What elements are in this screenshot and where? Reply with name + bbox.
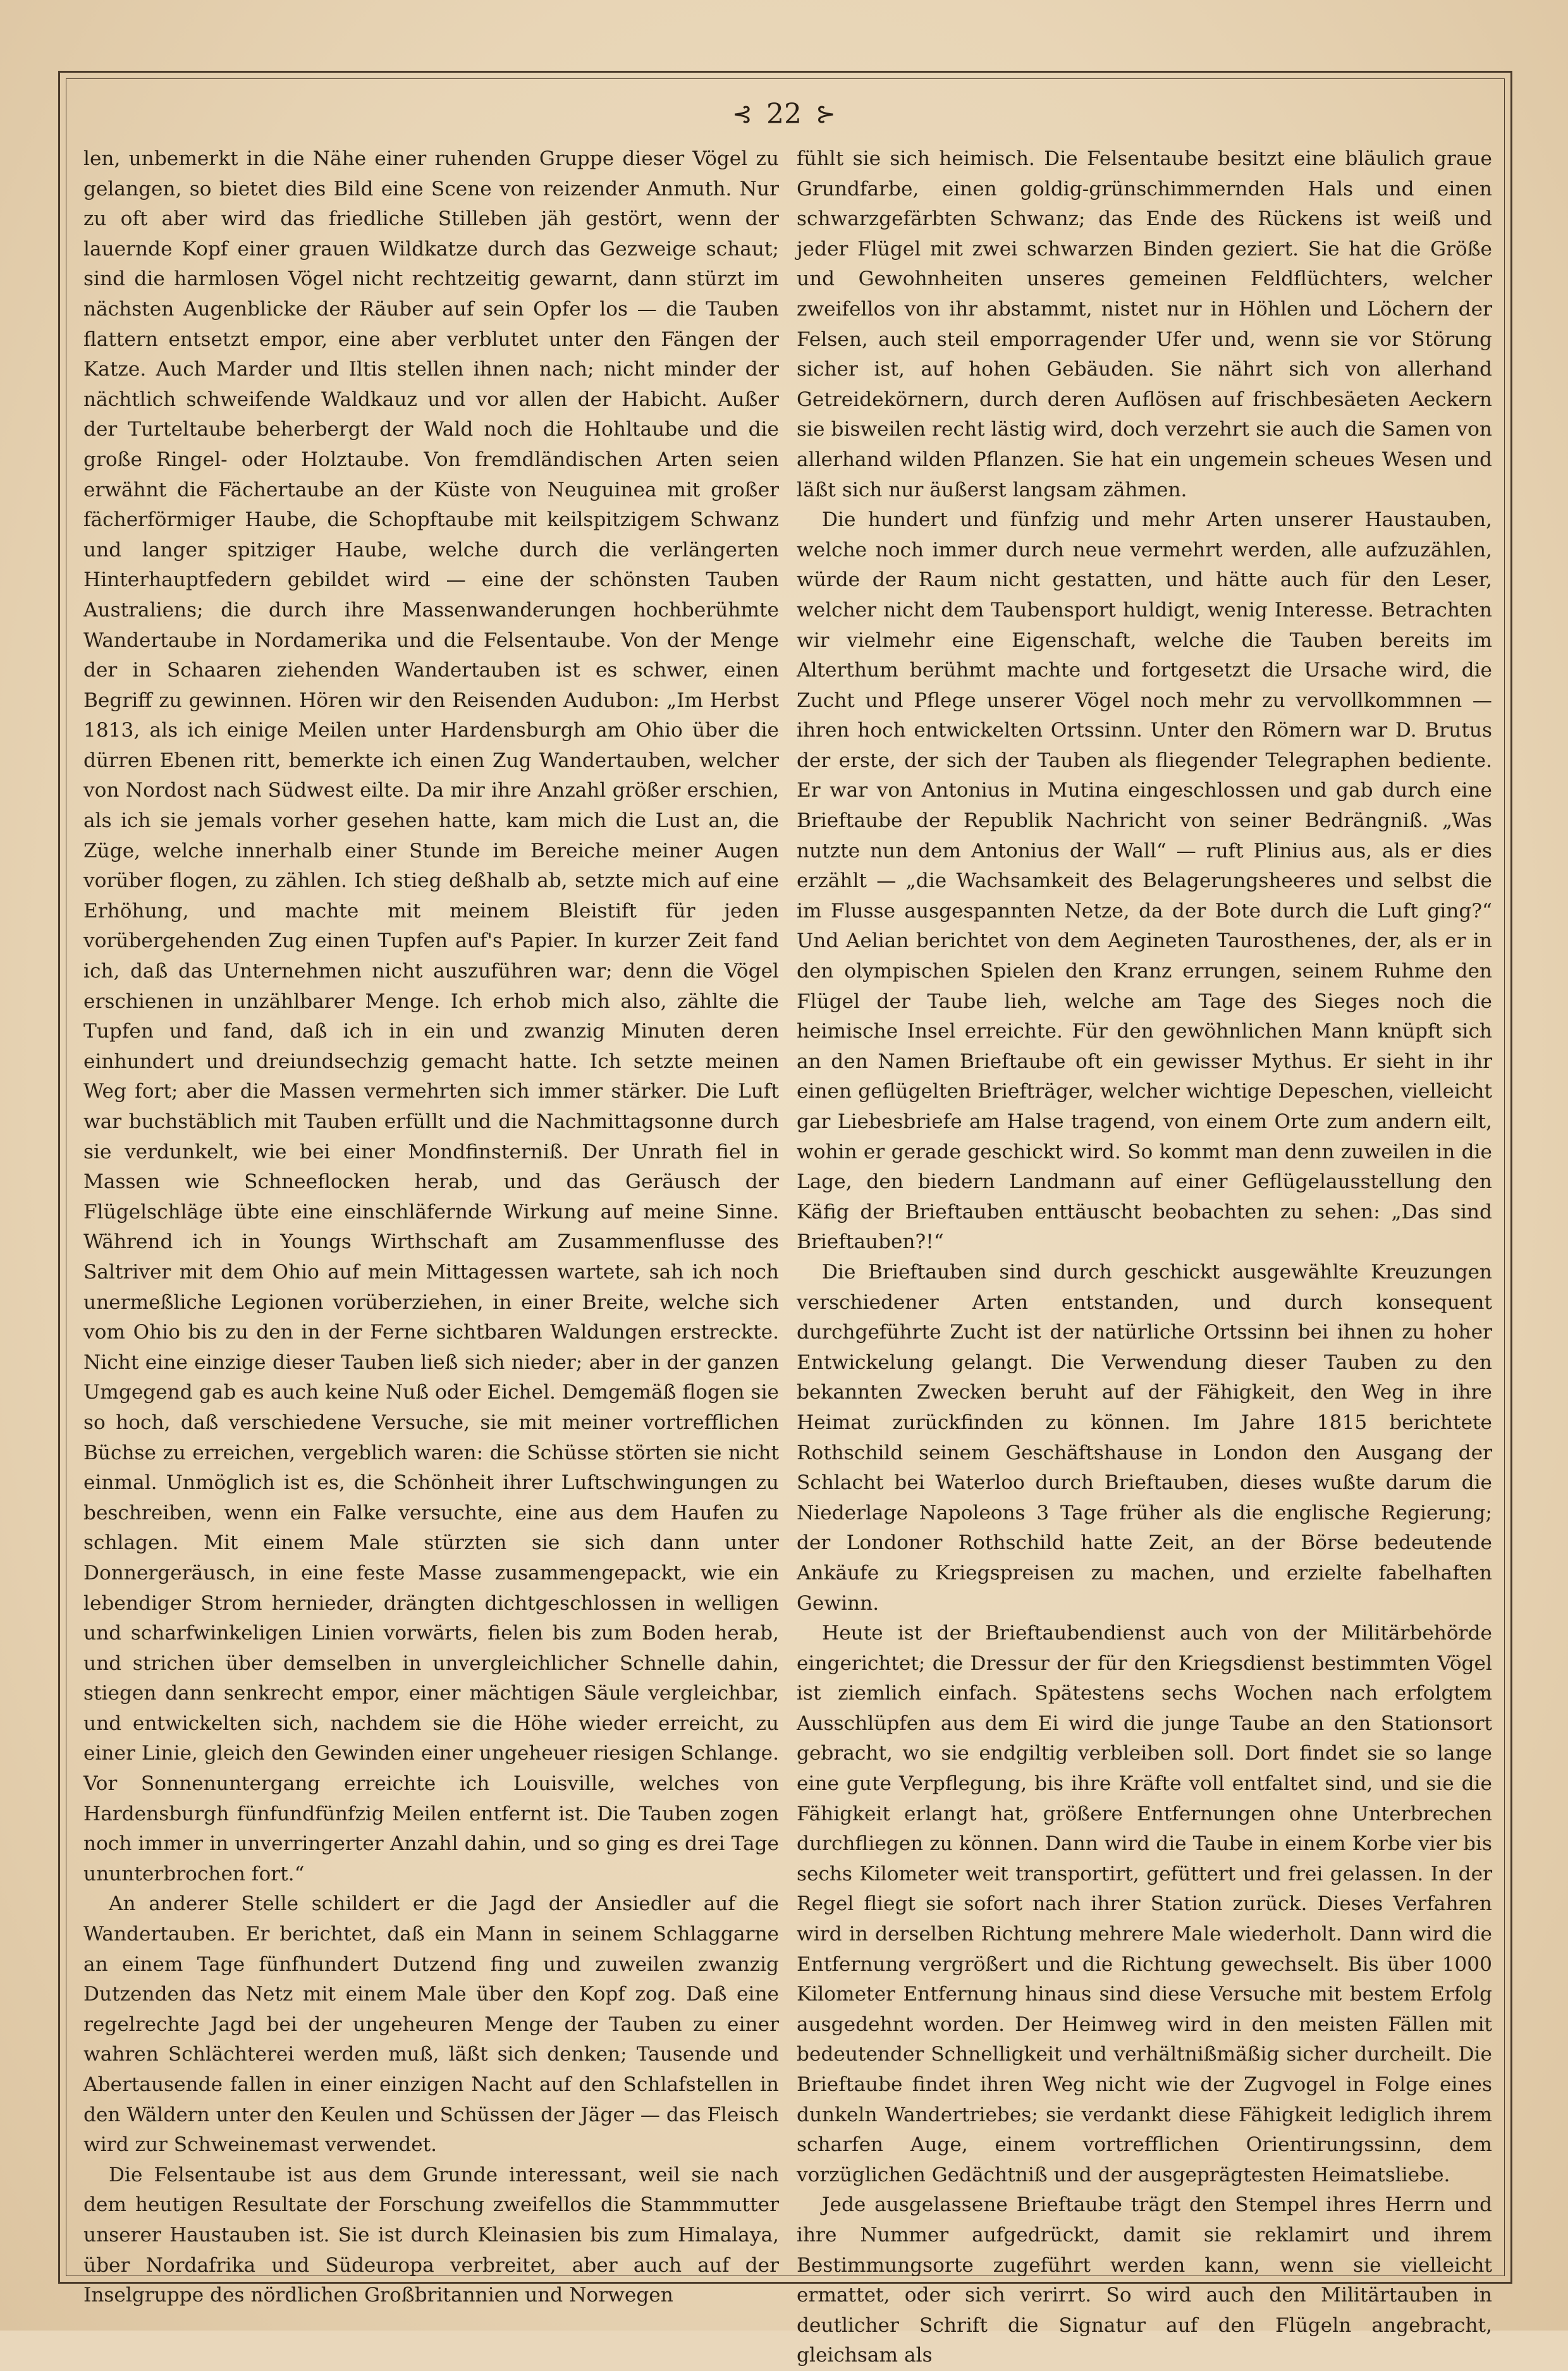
paragraph: fühlt sie sich heimisch. Die Felsentaube besitzt eine bläulich graue Grundfarbe, einen goldig-grünschimmernden Hals und einen schwarzgefärbten Schwanz; das Ende des Rückens ist weiß und jeder Flügel mit zwei schwarzen Binden geziert. Sie hat die Größe und Gewohnheiten unseres gemeinen Feldflüchters, welcher zweifellos von ihr abstammt, nistet nur in Höhlen und Löchern der Felsen, auch steil emporragender Ufer und, wenn sie vor Störung sicher ist, auf hohen Gebäuden. Sie nährt sich von allerhand Getreidekörnern, durch deren Auflösen auf frischbesäeten Aeckern sie bisweilen recht lästig wird, doch verzehrt sie auch die Samen von allerhand wilden Pflanzen. Sie hat ein ungemein scheues Wesen und läßt sich nur äußerst langsam zähmen. xyxy=(797,147,1492,501)
paragraph: Die Brieftauben sind durch geschickt ausgewählte Kreuzungen verschiedener Arten entstanden, und durch konsequent durchgeführte Zucht ist der natürliche Ortssinn bei ihnen zu hoher Entwickelung gelangt. Die Verwendung dieser Tauben zu den bekannten Zwecken beruht auf der Fähigkeit, den Weg in ihre Heimat zurückfinden zu können. Im Jahre 1815 berichtete Rothschild seinem Geschäftshause in London den Ausgang der Schlacht bei Waterloo durch Brieftauben, dieses wußte darum die Niederlage Napoleons 3 Tage früher als die englische Regierung; der Londoner Rothschild hatte Zeit, an der Börse bedeutende Ankäufe zu Kriegspreisen zu machen, und erzielte fabelhaften Gewinn. xyxy=(797,1260,1492,1615)
paragraph: Die Felsentaube ist aus dem Grunde interessant, weil sie nach dem heutigen Resultate der Forschung zweifellos die Stammmutter unserer Haustauben ist. Sie ist durch Kleinasien bis zum Himalaya, über Nordafrika und Südeuropa verbreitet, aber auch auf der Inselgruppe des nördlichen Großbritannien und Norwegen xyxy=(83,2163,779,2307)
paragraph: An anderer Stelle schildert er die Jagd der Ansiedler auf die Wandertauben. Er berichtet, daß ein Mann in seinem Schlaggarne an einem Tage fünfhundert Dutzend fing und zuweilen zwanzig Dutzenden das Netz mit einem Male über den Kopf zog. Daß eine regelrechte Jagd bei der ungeheuren Menge der Tauben zu einer wahren Schlächterei werden muß, läßt sich denken; Tausende und Abertausende fallen in einer einzigen Nacht auf den Schlafstellen in den Wäldern unter den Keulen und Schüssen der Jäger — das Fleisch wird zur Schweinemast verwendet. xyxy=(83,1892,779,2157)
text-column-left xyxy=(83,144,779,2307)
ornament-right-icon: ⊱ xyxy=(816,100,836,128)
paragraph: Die hundert und fünfzig und mehr Arten unserer Haustauben, welche noch immer durch neue vermehrt werden, alle aufzuzählen, würde der Raum nicht gestatten, und hätte auch für den Leser, welcher nicht dem Taubensport huldigt, wenig Interesse. Betrachten wir vielmehr eine Eigenschaft, welche die Tauben bereits im Alterthum berühmt machte und fortgesetzt die Ursache wird, die Zucht und Pflege unserer Vögel noch mehr zu vervollkommnen — ihren hoch entwickelten Ortssinn. Unter den Römern war D. Brutus der erste, der sich der Tauben als fliegender Telegraphen bediente. Er war von Antonius in Mutina eingeschlossen und gab durch eine Brieftaube der Republik Nachricht von seiner Bedrängniß. „Was nutzte nun dem Antonius der Wall“ — ruft Plinius aus, als er dies erzählt — „die Wachsamkeit des Belagerungsheeres und selbst die im Flusse ausgespannten Netze, da der Bote durch die Luft ging?“ Und Aelian berichtet von dem Aegineten Taurosthenes, der, als er in den olympischen Spielen den Kranz errungen, seinem Ruhme den Flügel der Taube lieh, welche am Tage des Sieges noch die heimische Insel erreichte. Für den gewöhnlichen Mann knüpft sich an den Namen Brieftaube oft ein gewisser Mythus. Er sieht in ihr einen geflügelten Briefträger, welcher wichtige Depeschen, vielleicht gar Liebesbriefe am Halse tragend, von einem Orte zum andern eilt, wohin er gerade geschickt wird. So kommt man denn zuweilen in die Lage, den biedern Landmann auf einer Geflügelausstellung den Käfig der Brieftauben enttäuscht beobachten zu sehen: „Das sind Brieftauben?!“ xyxy=(797,508,1492,1254)
ornament-left-icon: ⊰ xyxy=(732,100,752,128)
text-column-right xyxy=(797,144,1492,2367)
paragraph: Jede ausgelassene Brieftaube trägt den Stempel ihres Herrn und ihre Nummer aufgedrückt, damit sie reklamirt und ihrem Bestimmungsorte zugeführt werden kann, wenn sie vielleicht ermattet, oder sich verirrt. So wird auch den Militärtauben in deutlicher Schrift die Signatur auf den Flügeln angebracht, gleichsam als xyxy=(797,2193,1492,2367)
paragraph: Heute ist der Brieftaubendienst auch von der Militärbehörde eingerichtet; die Dressur der für den Kriegsdienst bestimmten Vögel ist ziemlich einfach. Spätestens sechs Wochen nach erfolgtem Ausschlüpfen aus dem Ei wird die junge Taube an den Stationsort gebracht, wo sie endgiltig verbleiben soll. Dort findet sie so lange eine gute Verpflegung, bis ihre Kräfte voll entfaltet sind, und sie die Fähigkeit erlangt hat, größere Entfernungen ohne Unterbrechen durchfliegen zu können. Dann wird die Taube in einem Korbe vier bis sechs Kilometer weit transportirt, gefüttert und frei gelassen. In der Regel fliegt sie sofort nach ihrer Station zurück. Dieses Verfahren wird in derselben Richtung mehrere Male wiederholt. Dann wird die Entfernung vergrößert und die Richtung gewechselt. Bis über 1000 Kilometer Entfernung hinaus sind diese Versuche mit bestem Erfolg ausgedehnt worden. Der Heimweg wird in den meisten Fällen mit bedeutender Schnelligkeit und verhältnißmäßig sicher durcheilt. Die Brieftaube findet ihren Weg nicht wie der Zugvogel in Folge eines dunkeln Wandertriebes; sie verdankt diese Fähigkeit lediglich ihrem scharfen Auge, einem vortrefflichen Orientirungssinn, dem vorzüglichen Gedächtniß und der ausgeprägtesten Heimatsliebe. xyxy=(797,1622,1492,2186)
page-header xyxy=(689,95,879,133)
page-number: 22 xyxy=(766,97,802,130)
paragraph: len, unbemerkt in die Nähe einer ruhenden Gruppe dieser Vögel zu gelangen, so bietet dies Bild eine Scene von reizender Anmuth. Nur zu oft aber wird das friedliche Stilleben jäh gestört, wenn der lauernde Kopf einer grauen Wildkatze durch das Gezweige schaut; sind die harmlosen Vögel nicht rechtzeitig gewarnt, dann stürzt im nächsten Augenblicke der Räuber auf sein Opfer los — die Tauben flattern entsetzt empor, eine aber verblutet unter den Fängen der Katze. Auch Marder und Iltis stellen ihnen nach; nicht minder der nächtlich schweifende Waldkauz und vor allen der Habicht. Außer der Turteltaube beherbergt der Wald noch die Hohltaube und die große Ringel- oder Holztaube. Von fremdländischen Arten seien erwähnt die Fächertaube an der Küste von Neuguinea mit großer fächerförmiger Haube, die Schopftaube mit keilspitzigem Schwanz und langer spitziger Haube, welche durch die verlängerten Hinterhauptfedern gebildet wird — eine der schönsten Tauben Australiens; die durch ihre Massenwanderungen hochberühmte Wandertaube in Nordamerika und die Felsentaube. Von der Menge der in Schaaren ziehenden Wandertauben ist es schwer, einen Begriff zu gewinnen. Hören wir den Reisenden Audubon: „Im Herbst 1813, als ich einige Meilen unter Hardensburgh am Ohio über die dürren Ebenen ritt, bemerkte ich einen Zug Wandertauben, welcher von Nordost nach Südwest eilte. Da mir ihre Anzahl größer erschien, als ich sie jemals vorher gesehen hatte, kam mich die Lust an, die Züge, welche innerhalb einer Stunde im Bereiche meiner Augen vorüber flogen, zu zählen. Ich stieg deßhalb ab, setzte mich auf eine Erhöhung, und machte mit meinem Bleistift für jeden vorübergehenden Zug einen Tupfen auf's Papier. In kurzer Zeit fand ich, daß das Unternehmen nicht auszuführen war; denn die Vögel erschienen in unzählbarer Menge. Ich erhob mich also, zählte die Tupfen und fand, daß ich in ein und zwanzig Minuten deren einhundert und dreiundsechzig gemacht hatte. Ich setzte meinen Weg fort; aber die Massen vermehrten sich immer stärker. Die Luft war buchstäblich mit Tauben erfüllt und die Nachmittagsonne durch sie verdunkelt, wie bei einer Mondfinsterniß. Der Unrath fiel in Massen wie Schneeflocken herab, und das Geräusch der Flügelschläge übte eine einschläfernde Wirkung auf meine Sinne. Während ich in Youngs Wirthschaft am Zusammenflusse des Saltriver mit dem Ohio auf mein Mittagessen wartete, sah ich noch unermeßliche Legionen vorüberziehen, in einer Breite, welche sich vom Ohio bis zu den in der Ferne sichtbaren Waldungen erstreckte. Nicht eine einzige dieser Tauben ließ sich nieder; aber in der ganzen Umgegend gab es auch keine Nuß oder Eichel. Demgemäß flogen sie so hoch, daß verschiedene Versuche, sie mit meiner vortrefflichen Büchse zu erreichen, vergeblich waren: die Schüsse störten sie nicht einmal. Unmöglich ist es, die Schönheit ihrer Luftschwingungen zu beschreiben, wenn ein Falke versuchte, eine aus dem Haufen zu schlagen. Mit einem Male stürzten sie sich dann unter Donnergeräusch, in eine feste Masse zusammengepackt, wie ein lebendiger Strom hernieder, drängten dichtgeschlossen in welligen und scharfwinkeligen Linien vorwärts, fielen bis zum Boden herab, und strichen über demselben in unvergleichlicher Schnelle dahin, stiegen dann senkrecht empor, einer mächtigen Säule vergleichbar, und entwickelten sich, nachdem sie die Höhe wieder erreicht, zu einer Linie, gleich den Gewinden einer ungeheuer riesigen Schlange. Vor Sonnenuntergang erreichte ich Louisville, welches von Hardensburgh fünfundfünfzig Meilen entfernt ist. Die Tauben zogen noch immer in unverringerter Anzahl dahin, und so ging es drei Tage ununterbrochen fort.“ xyxy=(83,147,779,1885)
